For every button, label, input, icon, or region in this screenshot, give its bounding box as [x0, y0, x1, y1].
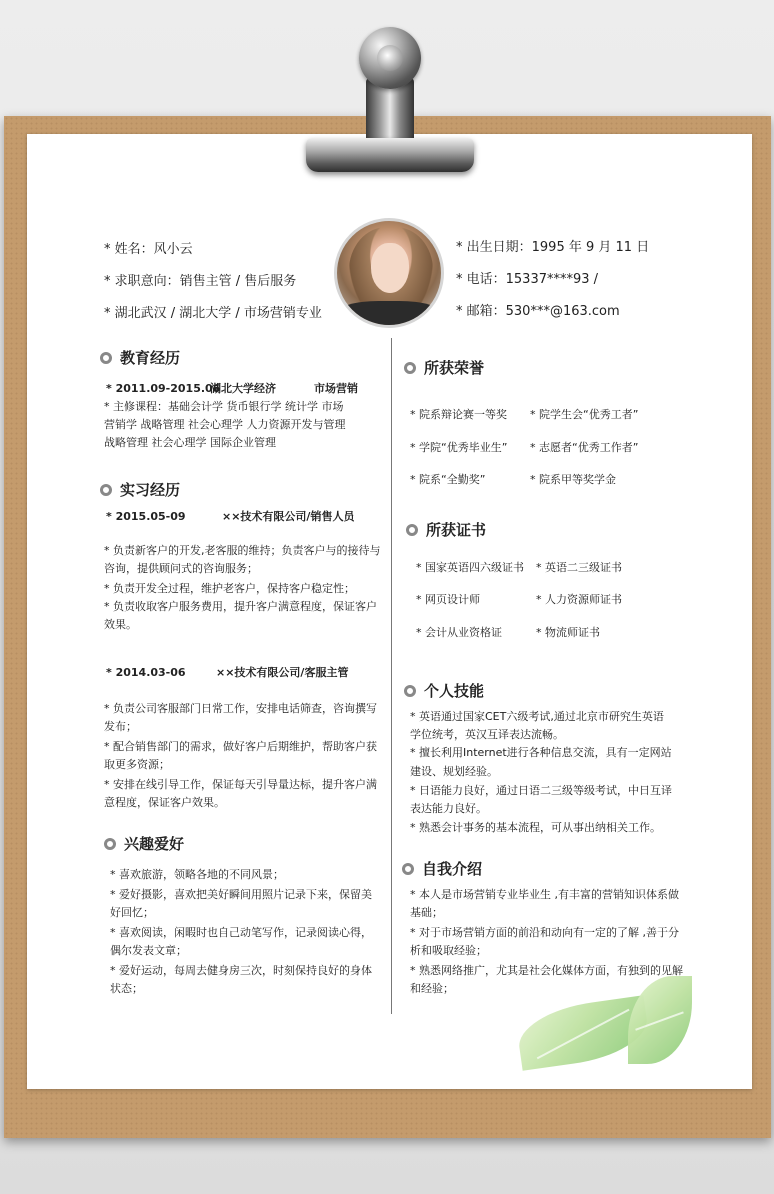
- email-line: * 邮箱：530***@163.com: [456, 304, 620, 319]
- intro-line: 和经验；: [410, 982, 454, 995]
- skill-line: 学位统考，英汉互译表达流畅。: [410, 728, 564, 741]
- education-school: 湖北大学经济: [210, 382, 276, 395]
- honor-item: * 院系“全勤奖”: [410, 473, 486, 486]
- section-bullet-icon: [404, 362, 416, 374]
- job2-line: * 安排在线引导工作，保证每天引导量达标，提升客户满: [104, 778, 377, 791]
- skill-line: * 熟悉会计事务的基本流程，可从事出纳相关工作。: [410, 821, 661, 834]
- phone-line: * 电话：15337****93 /: [456, 272, 599, 287]
- certificate-item: * 网页设计师: [416, 593, 480, 606]
- hobby-line: * 爱好运动，每周去健身房三次，时刻保持良好的身体: [110, 964, 372, 977]
- birth-line: * 出生日期：1995 年 9 月 11 日: [456, 240, 650, 255]
- internship-title: 实习经历: [120, 481, 181, 499]
- section-bullet-icon: [404, 685, 416, 697]
- education-line: * 主修课程：基础会计学 货币银行学 统计学 市场: [104, 400, 344, 413]
- honor-item: * 院学生会“优秀工者”: [530, 408, 639, 421]
- hobby-line: 好回忆；: [110, 906, 154, 919]
- certificate-item: * 会计从业资格证: [416, 626, 502, 639]
- intro-title: 自我介绍: [422, 860, 483, 878]
- skill-line: * 英语通过国家CET六级考试,通过北京市研究生英语: [410, 710, 664, 723]
- job2-line: * 配合销售部门的需求，做好客户后期维护，帮助客户获: [104, 740, 377, 753]
- certificate-item: * 英语二三级证书: [536, 561, 622, 574]
- intro-section-title: [402, 858, 482, 879]
- job2-line: * 负责公司客服部门日常工作，安排电话筛查，咨询撰写: [104, 702, 377, 715]
- hobby-line: * 爱好摄影，喜欢把美好瞬间用照片记录下来，保留美: [110, 888, 372, 901]
- hobby-line: * 喜欢旅游，领略各地的不同风景；: [110, 868, 284, 881]
- intention-line: * 求职意向：销售主管 / 售后服务: [104, 274, 297, 289]
- avatar-face: [371, 243, 409, 293]
- certificates-title: 所获证书: [426, 521, 487, 539]
- job2-line: 发布；: [104, 720, 137, 733]
- education-section-title: [100, 347, 180, 368]
- section-bullet-icon: [104, 838, 116, 850]
- job2-line: 意程度，保证客户效果。: [104, 796, 225, 809]
- skills-title: 个人技能: [424, 682, 485, 700]
- honor-item: * 院系辩论赛一等奖: [410, 408, 507, 421]
- job1-line: 咨询，提供顾问式的咨询服务；: [104, 562, 258, 575]
- certificate-item: * 物流师证书: [536, 626, 600, 639]
- education-major: 市场营销: [314, 382, 358, 395]
- skills-section-title: [404, 680, 484, 701]
- honor-item: * 学院“优秀毕业生”: [410, 441, 508, 454]
- job1-line: * 负责新客户的开发,老客服的维持；负责客户与的接待与: [104, 544, 381, 557]
- school-line: * 湖北武汉 / 湖北大学 / 市场营销专业: [104, 306, 322, 321]
- section-bullet-icon: [100, 352, 112, 364]
- certificate-item: * 人力资源师证书: [536, 593, 622, 606]
- section-bullet-icon: [406, 524, 418, 536]
- hobbies-title: 兴趣爱好: [124, 835, 185, 853]
- job1-company: ××技术有限公司/销售人员: [222, 510, 355, 523]
- intro-line: * 本人是市场营销专业毕业生 ,有丰富的营销知识体系做: [410, 888, 679, 901]
- hobbies-section-title: [104, 833, 184, 854]
- hobby-line: * 喜欢阅读，闲暇时也自己动笔写作，记录阅读心得，: [110, 926, 372, 939]
- column-divider: [391, 338, 392, 1014]
- job1-line: 效果。: [104, 618, 137, 631]
- job2-company: ××技术有限公司/客服主管: [216, 666, 349, 679]
- intro-line: 基础；: [410, 906, 443, 919]
- job1-period: * 2015.05-09: [106, 510, 186, 523]
- job2-line: 取更多资源；: [104, 758, 170, 771]
- hobby-line: 状态；: [110, 982, 143, 995]
- education-period: * 2011.09-2015.06: [106, 382, 221, 395]
- name-line: * 姓名：风小云: [104, 242, 193, 257]
- job1-line: * 负责开发全过程，维护老客户，保持客户稳定性；: [104, 582, 355, 595]
- education-line: 战略管理 社会心理学 国际企业管理: [104, 436, 276, 449]
- hobby-line: 偶尔发表文章；: [110, 944, 187, 957]
- internship-section-title: [100, 479, 180, 500]
- skill-line: 建设、规划经验。: [410, 765, 498, 778]
- intro-line: 析和吸取经验；: [410, 944, 487, 957]
- certificate-item: * 国家英语四六级证书: [416, 561, 524, 574]
- skill-line: 表达能力良好。: [410, 802, 487, 815]
- intro-line: * 熟悉网络推广，尤其是社会化媒体方面，有独到的见解: [410, 964, 683, 977]
- binder-clip-ring: [359, 27, 421, 89]
- certificates-section-title: [406, 519, 486, 540]
- honor-item: * 志愿者“优秀工作者”: [530, 441, 639, 454]
- honor-item: * 院系甲等奖学金: [530, 473, 616, 486]
- binder-clip-base: [306, 138, 474, 172]
- honors-section-title: [404, 357, 484, 378]
- education-title: 教育经历: [120, 349, 181, 367]
- avatar-shirt: [337, 301, 441, 328]
- intro-line: * 对于市场营销方面的前沿和动向有一定的了解 ,善于分: [410, 926, 679, 939]
- section-bullet-icon: [402, 863, 414, 875]
- skill-line: * 日语能力良好，通过日语二三级等级考试，中日互译: [410, 784, 672, 797]
- avatar: [334, 218, 444, 328]
- job2-period: * 2014.03-06: [106, 666, 186, 679]
- skill-line: * 擅长利用Internet进行各种信息交流，具有一定网站: [410, 746, 672, 759]
- education-line: 营销学 战略管理 社会心理学 人力资源开发与管理: [104, 418, 346, 431]
- honors-title: 所获荣誉: [424, 359, 485, 377]
- section-bullet-icon: [100, 484, 112, 496]
- job1-line: * 负责收取客户服务费用，提升客户满意程度，保证客户: [104, 600, 377, 613]
